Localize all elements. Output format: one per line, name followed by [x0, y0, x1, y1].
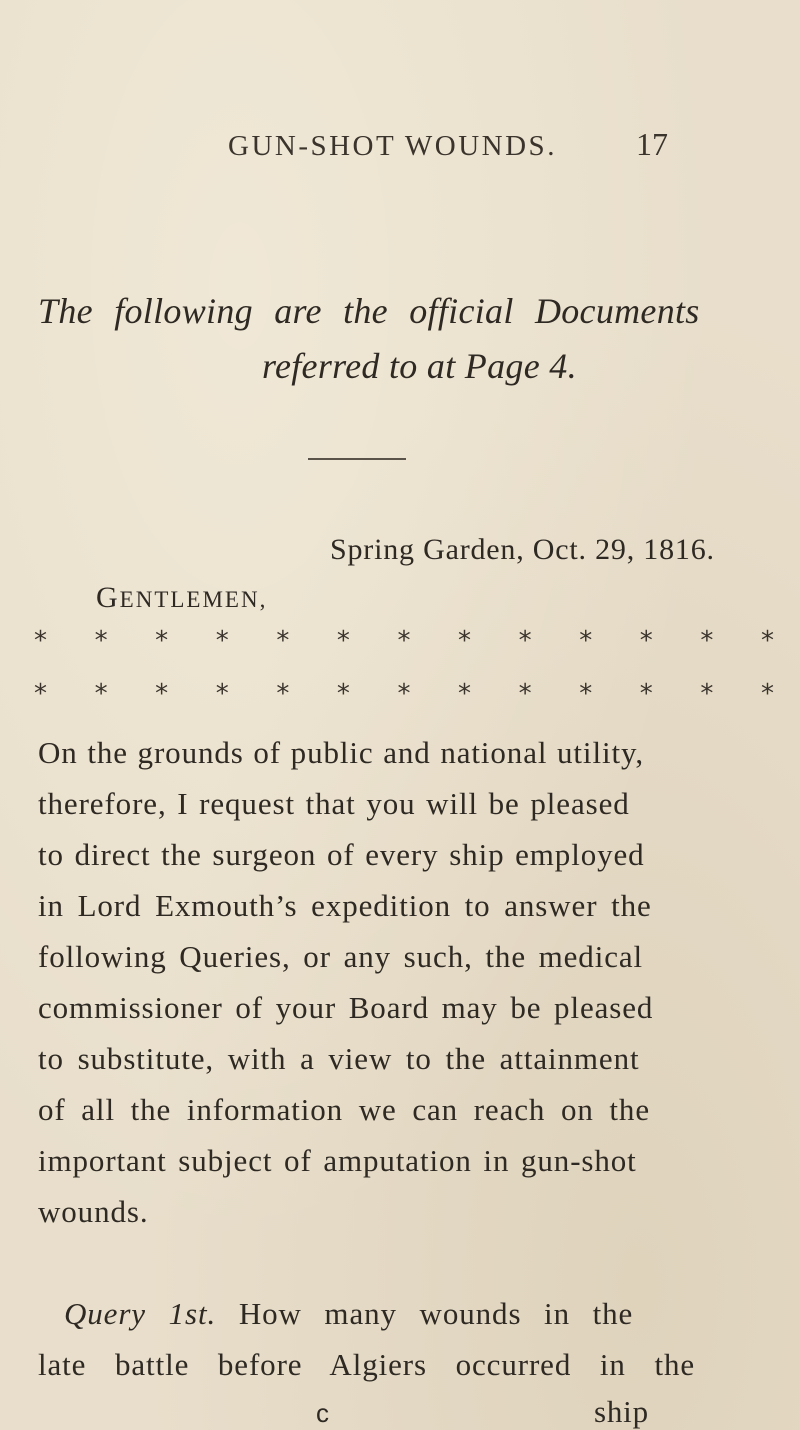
body-line: following Queries, or any such, the medical: [38, 939, 644, 974]
query-label: Query 1st.: [64, 1296, 217, 1331]
star: *: [336, 679, 350, 709]
star: *: [458, 679, 472, 709]
star: *: [397, 679, 411, 709]
star: *: [215, 679, 229, 709]
letter-dateline: Spring Garden, Oct. 29, 1816.: [330, 533, 715, 566]
star: *: [34, 679, 47, 709]
star: *: [336, 626, 350, 656]
star: *: [94, 679, 108, 709]
body-line: On the grounds of public and national utility,: [38, 735, 645, 770]
body-line: in Lord Exmouth’s expedition to answer the: [38, 888, 652, 923]
ellipsis-stars-row-1: [34, 626, 774, 656]
star: *: [760, 679, 774, 709]
section-divider-rule: [308, 458, 406, 460]
running-head: GUN-SHOT WOUNDS.: [228, 130, 557, 162]
ellipsis-stars-row-2: [34, 679, 774, 709]
star: *: [215, 626, 229, 656]
body-line: to direct the surgeon of every ship employed: [38, 837, 645, 872]
star: *: [34, 626, 47, 656]
star: *: [94, 626, 108, 656]
star: *: [639, 679, 653, 709]
star: *: [579, 679, 593, 709]
salutation-initial: G: [96, 581, 120, 614]
star: *: [760, 626, 774, 656]
star: *: [579, 626, 593, 656]
query-line-2: late battle before Algiers occurred in the: [38, 1347, 696, 1382]
body-line: commissioner of your Board may be pleased: [38, 990, 654, 1025]
star: *: [458, 626, 472, 656]
letter-salutation: [96, 581, 267, 615]
body-line: to substitute, with a view to the attainment: [38, 1041, 640, 1076]
star: *: [276, 626, 290, 656]
body-line: therefore, I request that you will be pleased: [38, 786, 630, 821]
query-text: How many wounds in the: [238, 1296, 634, 1331]
star: *: [700, 679, 714, 709]
catchword: ship: [594, 1394, 649, 1429]
query-line-1: [64, 1296, 633, 1332]
star: *: [276, 679, 290, 709]
intro-line-1: The following are the official Documents: [38, 291, 700, 331]
intro-line-2: referred to at Page 4.: [262, 346, 577, 386]
star: *: [518, 626, 532, 656]
star: *: [397, 626, 411, 656]
body-line: important subject of amputation in gun-shot: [38, 1143, 637, 1178]
body-line: wounds.: [38, 1194, 149, 1229]
star: *: [700, 626, 714, 656]
salutation-rest: ENTLEMEN,: [119, 587, 268, 612]
signature-mark: c: [316, 1398, 329, 1428]
page-number: 17: [636, 126, 668, 162]
body-line: of all the information we can reach on the: [38, 1092, 650, 1127]
star: *: [518, 679, 532, 709]
star: *: [155, 626, 169, 656]
star: *: [639, 626, 653, 656]
star: *: [155, 679, 169, 709]
